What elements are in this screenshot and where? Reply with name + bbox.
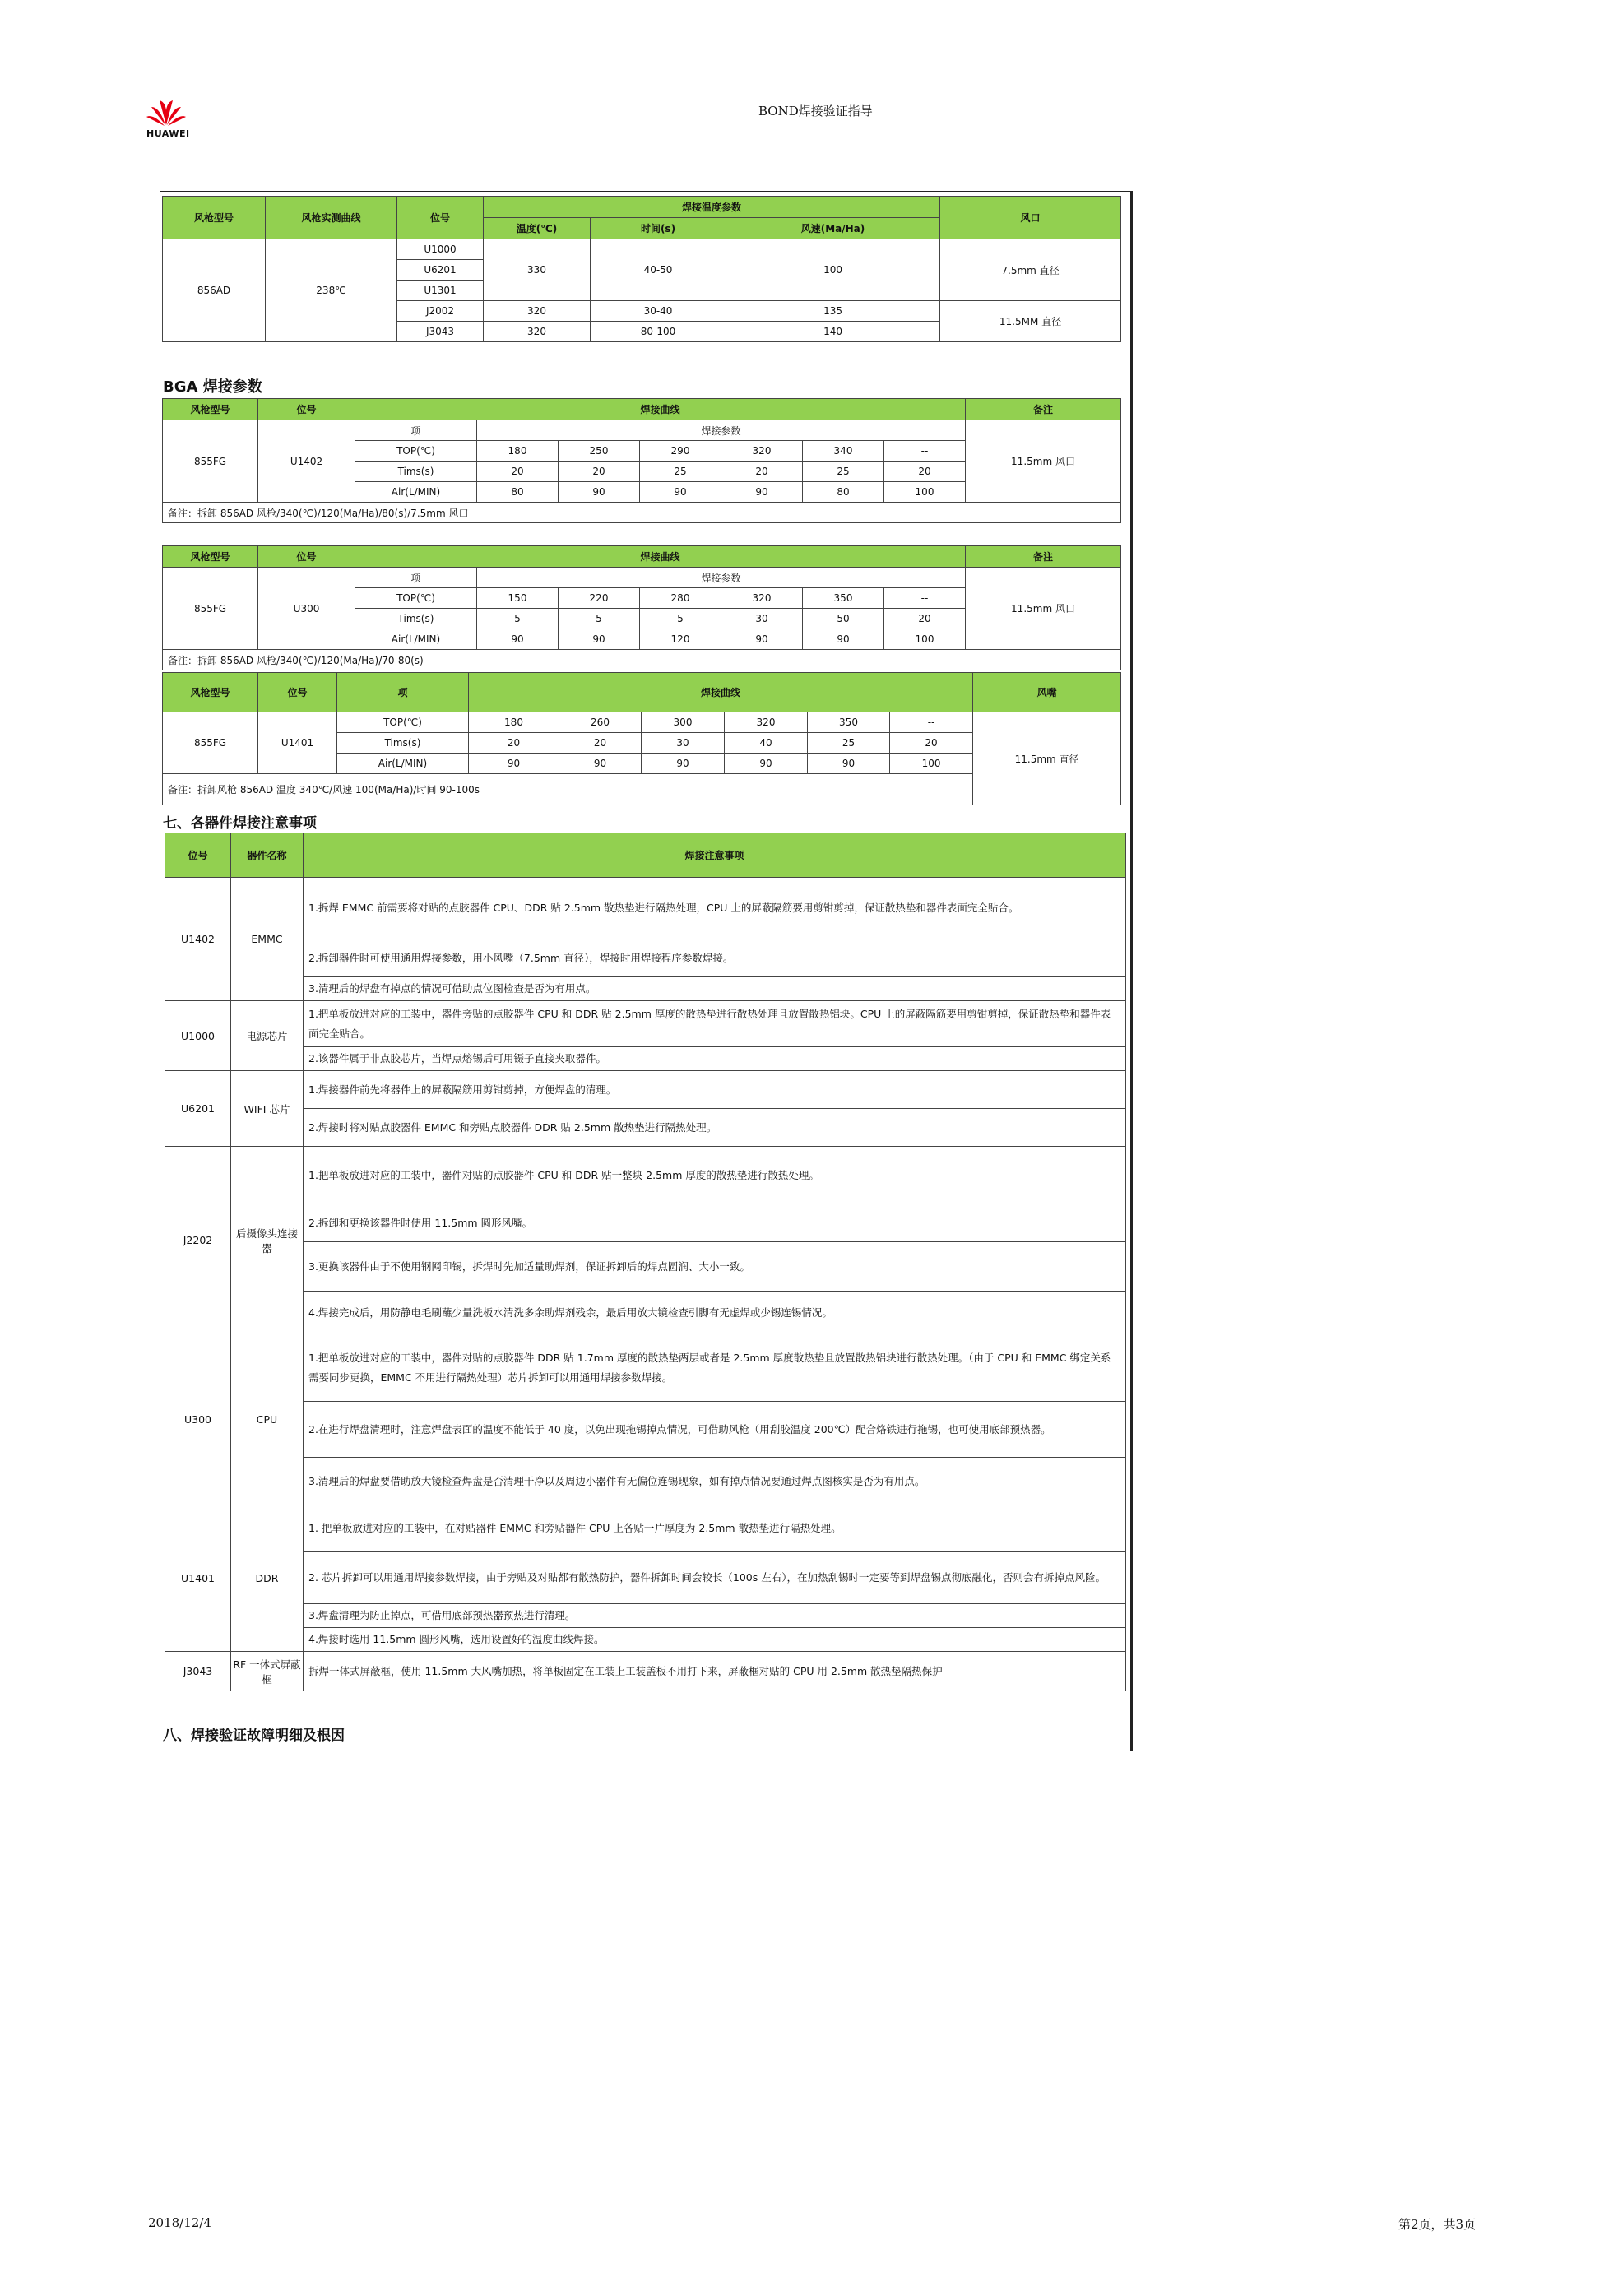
table-cell: -- (884, 588, 966, 609)
table-cell: 220 (559, 588, 640, 609)
table-cell: U6201 (397, 260, 484, 281)
table-cell: 80 (803, 482, 884, 503)
table-cell: 290 (640, 441, 721, 462)
table-cell: 80-100 (591, 322, 726, 342)
table-cell: 项 (355, 420, 477, 441)
header-pos: 位号 (165, 833, 231, 878)
table-cell: 20 (721, 462, 803, 482)
note-item: 2. 芯片拆卸可以用通用焊接参数焊接，由于旁贴及对贴都有散热防护，器件拆卸时间会较长（100s 左右），在加热刮锡时一定要等到焊盘锡点彻底融化，否则会有拆掉点风险。 (304, 1552, 1126, 1604)
header-pos: 位号 (397, 197, 484, 239)
header-pos: 位号 (258, 399, 355, 420)
table-row-pos: U6201 (165, 1071, 231, 1147)
table-cell: 90 (721, 629, 803, 650)
table-cell: 40-50 (591, 239, 726, 301)
table-cell: 焊接参数 (477, 568, 966, 588)
table-cell: 11.5MM 直径 (940, 301, 1121, 342)
table-cell: 焊接参数 (477, 420, 966, 441)
table-cell: 90 (640, 482, 721, 503)
table-row-name: 电源芯片 (231, 1001, 304, 1071)
table-row-name: EMMC (231, 878, 304, 1001)
table-cell: U1000 (397, 239, 484, 260)
header-time: 时间(s) (591, 218, 726, 239)
table-cell: 5 (640, 609, 721, 629)
pos: U1402 (258, 420, 355, 503)
gun-model: 855FG (163, 420, 258, 503)
table-cell: U1301 (397, 281, 484, 301)
note-item: 3.清理后的焊盘有掉点的情况可借助点位图检查是否为有用点。 (304, 977, 1126, 1001)
header-name: 器件名称 (231, 833, 304, 878)
header-notes: 焊接注意事项 (304, 833, 1126, 878)
note-item: 1.把单板放进对应的工装中，器件对贴的点胶器件 CPU 和 DDR 贴一整块 2.5mm 厚度的散热垫进行散热处理。 (304, 1147, 1126, 1204)
table-cell: 90 (725, 754, 808, 774)
table-row-name: WIFI 芯片 (231, 1071, 304, 1147)
pos: U1401 (258, 712, 337, 774)
header-pos: 位号 (258, 546, 355, 568)
note-item: 4.焊接完成后，用防静电毛刷蘸少量洗板水清洗多余助焊剂残余，最后用放大镜检查引脚有无虚焊或少锡连锡情况。 (304, 1292, 1126, 1334)
note-item: 3.清理后的焊盘要借助放大镜检查焊盘是否清理干净以及周边小器件有无偏位连锡现象，如有掉点情况要通过焊点图核实是否为有用点。 (304, 1458, 1126, 1505)
header-gun: 风枪型号 (163, 673, 258, 712)
header-note: 备注 (966, 399, 1121, 420)
note-item: 2.该器件属于非点胶芯片，当焊点熔锡后可用镊子直接夹取器件。 (304, 1047, 1126, 1071)
table-cell: 20 (469, 733, 559, 754)
table-cell: 25 (808, 733, 890, 754)
header-nozzle: 风嘴 (973, 673, 1121, 712)
table-cell: J3043 (397, 322, 484, 342)
table-cell: 90 (642, 754, 725, 774)
row-label: Tims(s) (355, 609, 477, 629)
table-cell: 320 (484, 301, 591, 322)
huawei-petals-icon (145, 97, 188, 127)
table-cell: 5 (477, 609, 559, 629)
note-item: 1.拆焊 EMMC 前需要将对贴的点胶器件 CPU、DDR 贴 2.5mm 散热垫进行隔热处理，CPU 上的屏蔽隔筋要用剪钳剪掉，保证散热垫和器件表面完全贴合。 (304, 878, 1126, 939)
note-item: 2.焊接时将对贴点胶器件 EMMC 和旁贴点胶器件 DDR 贴 2.5mm 散热垫进行隔热处理。 (304, 1109, 1126, 1147)
table-row-name: 后摄像头连接器 (231, 1147, 304, 1334)
table-cell: 90 (808, 754, 890, 774)
header-note: 备注 (966, 546, 1121, 568)
footer-date: 2018/12/4 (148, 2215, 211, 2230)
table-cell: 320 (721, 588, 803, 609)
table-cell: 260 (559, 712, 642, 733)
header-curve: 焊接曲线 (355, 546, 966, 568)
table-cell: 7.5mm 直径 (940, 239, 1121, 301)
table-cell: 90 (477, 629, 559, 650)
note-item: 3.更换该器件由于不使用钢网印锡，拆焊时先加适量助焊剂，保证拆卸后的焊点圆润、大小一致。 (304, 1242, 1126, 1292)
table-cell: 280 (640, 588, 721, 609)
table-cell: 340 (803, 441, 884, 462)
pos: U300 (258, 568, 355, 650)
gun-model: 855FG (163, 712, 258, 774)
bga-table-u1401 (162, 672, 1121, 805)
table-cell: 30-40 (591, 301, 726, 322)
remark: 备注：拆卸 856AD 风枪/340(℃)/120(Ma/Ha)/80(s)/7.5mm 风口 (163, 503, 1121, 523)
table-cell: 300 (642, 712, 725, 733)
table-cell: 项 (355, 568, 477, 588)
header-gun: 风枪型号 (163, 399, 258, 420)
table-cell: 90 (559, 754, 642, 774)
header-curve: 焊接曲线 (469, 673, 973, 712)
row-label: Tims(s) (355, 462, 477, 482)
note-item: 2.拆卸和更换该器件时使用 11.5mm 圆形风嘴。 (304, 1204, 1126, 1242)
header-gun: 风枪型号 (163, 197, 266, 239)
table-cell: 20 (884, 462, 966, 482)
note-item: 1.把单板放进对应的工装中，器件旁贴的点胶器件 CPU 和 DDR 贴 2.5mm 厚度的散热垫进行散热处理且放置散热铝块。CPU 上的屏蔽隔筋要用剪钳剪掉，保证散热垫和器件表面完全贴合。 (304, 1001, 1126, 1047)
section-8-title: 八、焊接验证故障明细及根因 (163, 1728, 345, 1744)
bga-section-title: BGA 焊接参数 (163, 378, 262, 396)
note-item: 3.焊盘清理为防止掉点，可借用底部预热器预热进行清理。 (304, 1604, 1126, 1628)
table-cell: 90 (721, 482, 803, 503)
row-label: TOP(℃) (355, 441, 477, 462)
table-cell: 330 (484, 239, 591, 301)
remark: 备注：拆卸 856AD 风枪/340(℃)/120(Ma/Ha)/70-80(s) (163, 650, 1121, 670)
table-cell: 80 (477, 482, 559, 503)
row-label: Tims(s) (337, 733, 469, 754)
header-temp: 温度(℃) (484, 218, 591, 239)
header-gun: 风枪型号 (163, 546, 258, 568)
table-cell: 100 (884, 482, 966, 503)
table-cell: 90 (559, 482, 640, 503)
header-item: 项 (337, 673, 469, 712)
measured-curve: 238℃ (266, 239, 397, 342)
footer-page: 第2页，共3页 (1398, 2217, 1477, 2232)
row-label: Air(L/MIN) (355, 482, 477, 503)
table-cell: 90 (559, 629, 640, 650)
table-cell: 350 (808, 712, 890, 733)
table-cell: 20 (559, 462, 640, 482)
page-header-title: BOND焊接验证指导 (758, 104, 873, 118)
table-cell: 140 (726, 322, 940, 342)
table-cell: 40 (725, 733, 808, 754)
note: 11.5mm 直径 (973, 712, 1121, 805)
row-label: Air(L/MIN) (355, 629, 477, 650)
note-item: 1.把单板放进对应的工装中，器件对贴的点胶器件 DDR 贴 1.7mm 厚度的散热垫两层或者是 2.5mm 厚度散热垫且放置散热铝块进行散热处理。（由于 CPU 和 EMMC 绑定关系需要同步更换，EMMC 不用进行隔热处理）芯片拆卸可以用通用焊接参数焊接。 (304, 1334, 1126, 1402)
table-row-pos: J3043 (165, 1652, 231, 1691)
note-item: 1.焊接器件前先将器件上的屏蔽隔筋用剪钳剪掉，方便焊盘的清理。 (304, 1071, 1126, 1109)
table-cell: 100 (884, 629, 966, 650)
table-cell: -- (884, 441, 966, 462)
table-cell: 180 (469, 712, 559, 733)
table-cell: 320 (484, 322, 591, 342)
gun-model: 856AD (163, 239, 266, 342)
note: 11.5mm 风口 (966, 568, 1121, 650)
table-cell: 90 (803, 629, 884, 650)
row-label: TOP(℃) (337, 712, 469, 733)
table-row-pos: U1402 (165, 878, 231, 1001)
row-label: Air(L/MIN) (337, 754, 469, 774)
row-label: TOP(℃) (355, 588, 477, 609)
table-cell: 20 (477, 462, 559, 482)
table-row-name: CPU (231, 1334, 304, 1505)
bga-table-u1402 (162, 398, 1121, 523)
gun-model: 855FG (163, 568, 258, 650)
table-cell: 120 (640, 629, 721, 650)
table-cell: J2002 (397, 301, 484, 322)
header-pos: 位号 (258, 673, 337, 712)
table-cell: 20 (884, 609, 966, 629)
table-cell: 135 (726, 301, 940, 322)
table-cell: -- (890, 712, 973, 733)
table-cell: 100 (726, 239, 940, 301)
header-curve: 风枪实测曲线 (266, 197, 397, 239)
table-row-pos: U1000 (165, 1001, 231, 1071)
header-wind: 风速(Ma/Ha) (726, 218, 940, 239)
note-item: 4.焊接时选用 11.5mm 圆形风嘴，选用设置好的温度曲线焊接。 (304, 1628, 1126, 1652)
note-item: 1. 把单板放进对应的工装中，在对贴器件 EMMC 和旁贴器件 CPU 上各贴一片厚度为 2.5mm 散热垫进行隔热处理。 (304, 1505, 1126, 1552)
header-nozzle: 风口 (940, 197, 1121, 239)
note-item: 2.在进行焊盘清理时，注意焊盘表面的温度不能低于 40 度，以免出现拖锡掉点情况，可借助风枪（用刮胶温度 200℃）配合烙铁进行拖锡，也可使用底部预热器。 (304, 1402, 1126, 1458)
table-cell: 350 (803, 588, 884, 609)
table-row-pos: U1401 (165, 1505, 231, 1652)
table-cell: 30 (721, 609, 803, 629)
table-row-pos: U300 (165, 1334, 231, 1505)
table-cell: 250 (559, 441, 640, 462)
table-cell: 50 (803, 609, 884, 629)
header-params: 焊接温度参数 (484, 197, 940, 218)
component-notes-table (165, 833, 1126, 1691)
table-cell: 20 (890, 733, 973, 754)
note: 11.5mm 风口 (966, 420, 1121, 503)
nozzle-param-table (162, 196, 1121, 342)
table-cell: 180 (477, 441, 559, 462)
table-cell: 5 (559, 609, 640, 629)
remark: 备注：拆卸风枪 856AD 温度 340℃/风速 100(Ma/Ha)/时间 90-100s (163, 774, 973, 805)
table-row-name: RF 一体式屏蔽框 (231, 1652, 304, 1691)
note-item: 拆焊一体式屏蔽框，使用 11.5mm 大风嘴加热，将单板固定在工装上工装盖板不用打下来，屏蔽框对贴的 CPU 用 2.5mm 散热垫隔热保护 (304, 1652, 1126, 1691)
bga-table-u300 (162, 545, 1121, 670)
section-7-title: 七、各器件焊接注意事项 (163, 815, 317, 832)
table-cell: 90 (469, 754, 559, 774)
table-cell: 20 (559, 733, 642, 754)
table-cell: 320 (725, 712, 808, 733)
table-row-name: DDR (231, 1505, 304, 1652)
table-cell: 25 (640, 462, 721, 482)
table-cell: 30 (642, 733, 725, 754)
table-cell: 320 (721, 441, 803, 462)
note-item: 2.拆卸器件时可使用通用焊接参数，用小风嘴（7.5mm 直径），焊接时用焊接程序参数焊接。 (304, 939, 1126, 977)
table-cell: 150 (477, 588, 559, 609)
huawei-logo (145, 97, 188, 140)
header-curve: 焊接曲线 (355, 399, 966, 420)
logo-text: HUAWEI (146, 128, 190, 139)
table-row-pos: J2202 (165, 1147, 231, 1334)
table-cell: 100 (890, 754, 973, 774)
table-cell: 25 (803, 462, 884, 482)
